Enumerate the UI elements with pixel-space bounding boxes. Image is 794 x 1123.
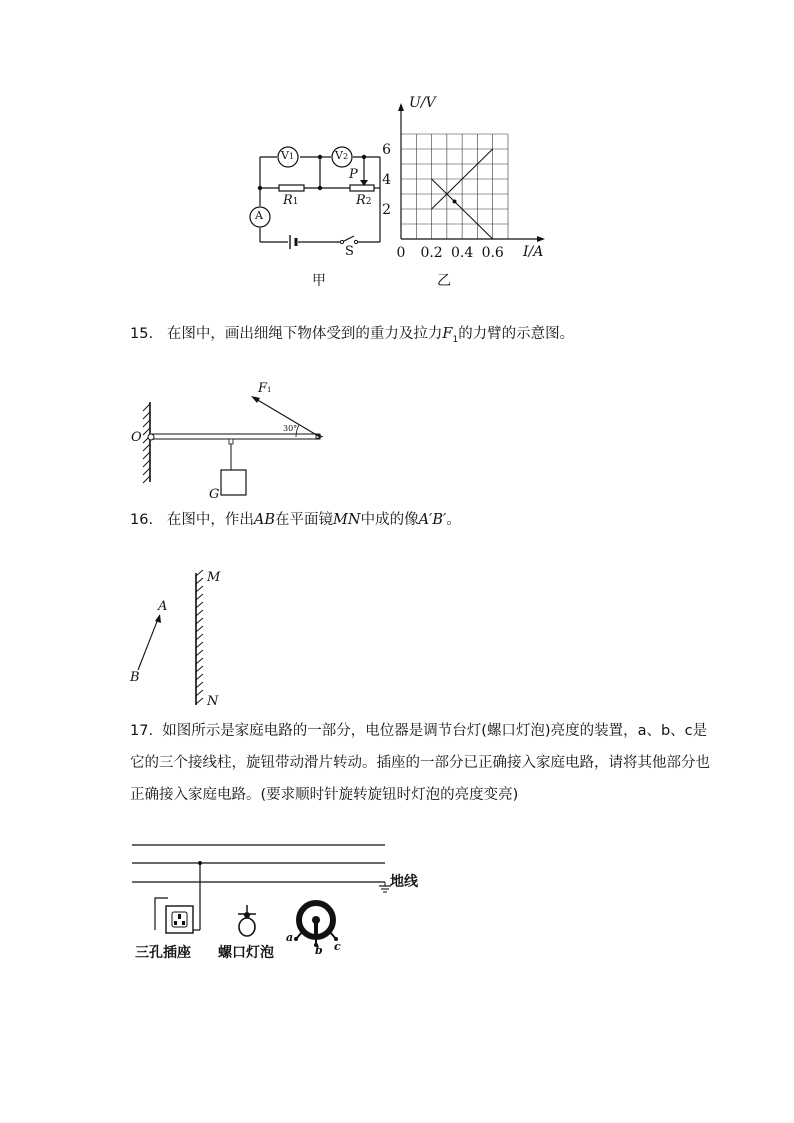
question-17 (130, 715, 710, 811)
mirror-n-label: N (207, 694, 219, 709)
question-text: 。 (446, 512, 461, 528)
mirror-m-label: M (207, 570, 221, 585)
meter-v1-label: V1 (281, 149, 295, 162)
force-f1-label: F1 (258, 381, 272, 396)
terminal-c-label: c (334, 940, 341, 953)
caption-yi: 乙 (437, 273, 451, 289)
question-16 (130, 504, 710, 536)
graph-tick-labels (382, 142, 504, 261)
caption-jia: 甲 (312, 273, 326, 289)
graph-x-axis-label: I/A (523, 244, 544, 260)
question-17-line-1: 17. 如图所示是家庭电路的一部分，电位器是调节台灯(螺口灯泡)亮度的装置，a、b、c是 (130, 723, 708, 739)
mirror-figure (125, 565, 235, 710)
ground-wire-label: 地线 (390, 874, 418, 890)
y-tick-label: 4 (382, 172, 391, 188)
terminal-b-label: b (315, 944, 323, 957)
question-number: 15. (130, 326, 154, 342)
circuit-diagram (230, 135, 400, 265)
question-text-end: 的力臂的示意图。 (458, 326, 575, 342)
pivot-o-label: O (131, 430, 142, 445)
lever-figure (125, 380, 345, 505)
x-tick-label: 0.2 (420, 245, 443, 261)
y-axis-arrow (398, 103, 404, 111)
question-number: 16. (130, 512, 154, 528)
x-tick-label: 0.6 (481, 245, 504, 261)
meter-v2-label: V2 (335, 149, 349, 162)
point-b-label: B (130, 670, 140, 685)
question-15 (130, 318, 710, 356)
socket-label: 三孔插座 (135, 945, 191, 961)
graph-axes (398, 103, 545, 242)
question-text: 在图中，作出 (166, 512, 254, 528)
question-17-line-2: 它的三个接线柱，旋钮带动滑片转动。插座的一部分已正确接入家庭电路，请将其他部分也 (130, 755, 710, 771)
x-tick-label: 0.4 (451, 245, 474, 261)
y-tick-label: 2 (382, 202, 391, 218)
force-symbol: F (442, 326, 453, 342)
slider-p-label: P (349, 167, 358, 182)
question-17-line-3: 正确接入家庭电路。(要求顺时针旋转旋钮时灯泡的亮度变亮) (130, 787, 519, 803)
angle-label: 30° (283, 424, 298, 433)
r2-label: R2 (356, 193, 372, 208)
meter-a-label: A (255, 209, 263, 222)
terminal-a-label: a (286, 931, 294, 944)
question-text: 中成的像 (360, 512, 419, 528)
question-text: 在平面镜 (275, 512, 334, 528)
mirror-mn: MN (333, 512, 361, 528)
x-axis-arrow (537, 236, 545, 242)
segment-ab: AB (253, 512, 276, 528)
weight-g-label: G (209, 487, 220, 502)
force-subscript: 1 (452, 334, 459, 345)
point-a-label: A (158, 599, 168, 614)
r1-label: R1 (283, 193, 299, 208)
intersection-point (453, 200, 457, 204)
graph-y-axis-label: U/V (409, 95, 436, 111)
switch-s-label: S (345, 244, 354, 259)
u-i-graph (382, 95, 550, 265)
x-tick-label: 0 (396, 245, 406, 261)
question-text: 在图中，画出细绳下物体受到的重力及拉力 (166, 326, 443, 342)
bulb-label: 螺口灯泡 (218, 945, 274, 961)
y-tick-label: 6 (382, 142, 391, 158)
image-ab: A′B′ (418, 512, 447, 528)
